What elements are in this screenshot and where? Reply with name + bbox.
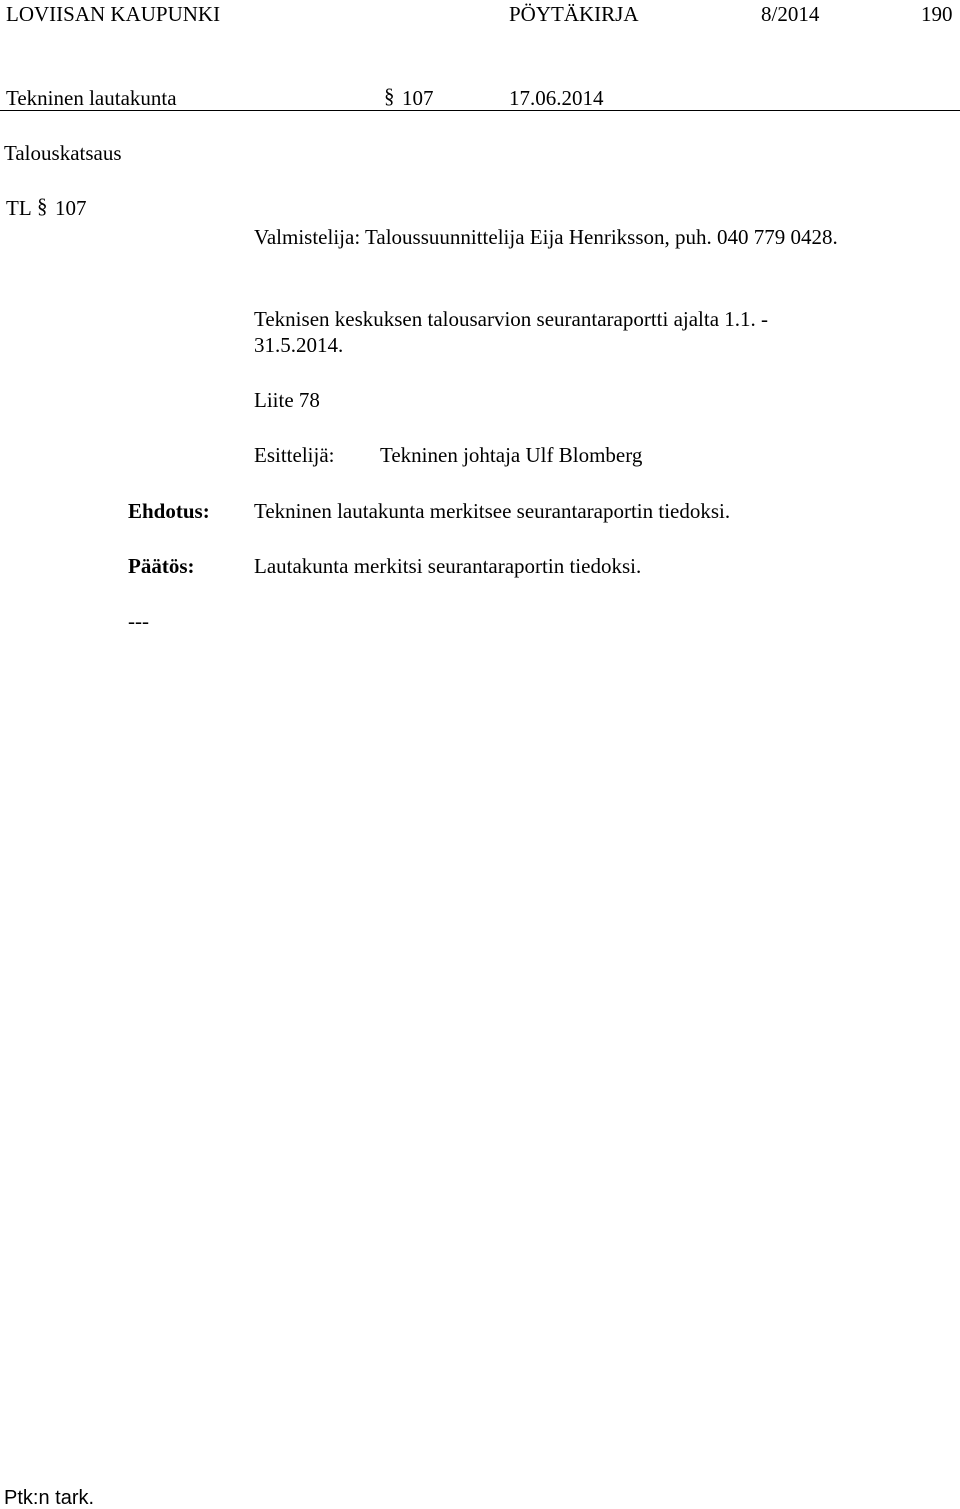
topic-title: Talouskatsaus xyxy=(4,141,122,165)
section-number: 107 xyxy=(402,86,434,110)
preparer-text: Valmistelija: Taloussuunnittelija Eija Henriksson, puh. 040 779 0428. xyxy=(254,225,838,249)
issue-number: 8/2014 xyxy=(761,2,820,26)
presenter-label: Esittelijä: xyxy=(254,443,335,467)
decision-label: Päätös: xyxy=(128,554,195,578)
item-number: 107 xyxy=(55,196,87,220)
item-section-symbol: § xyxy=(37,194,48,218)
footer-check-label: Ptk:n tark. xyxy=(4,1487,95,1509)
separator: --- xyxy=(128,609,149,633)
report-text: Teknisen keskuksen talousarvion seurantaraportti ajalta 1.1. - 31.5.2014. xyxy=(254,307,769,357)
proposal-label: Ehdotus: xyxy=(128,499,210,523)
item-code: TL xyxy=(6,196,32,220)
document-type: PÖYTÄKIRJA xyxy=(509,2,639,26)
header-rule xyxy=(0,110,960,111)
decision-value: Lautakunta merkitsi seurantaraportin tiedoksi. xyxy=(254,554,642,578)
meeting-date: 17.06.2014 xyxy=(509,86,604,110)
page-number: 190 xyxy=(921,2,953,26)
organization-name: LOVIISAN KAUPUNKI xyxy=(6,2,221,26)
attachment-ref: Liite 78 xyxy=(254,388,320,412)
meeting-body: Tekninen lautakunta xyxy=(6,86,177,110)
section-symbol: § xyxy=(384,84,395,108)
presenter-value: Tekninen johtaja Ulf Blomberg xyxy=(380,443,643,467)
proposal-value: Tekninen lautakunta merkitsee seurantaraportin tiedoksi. xyxy=(254,499,731,523)
